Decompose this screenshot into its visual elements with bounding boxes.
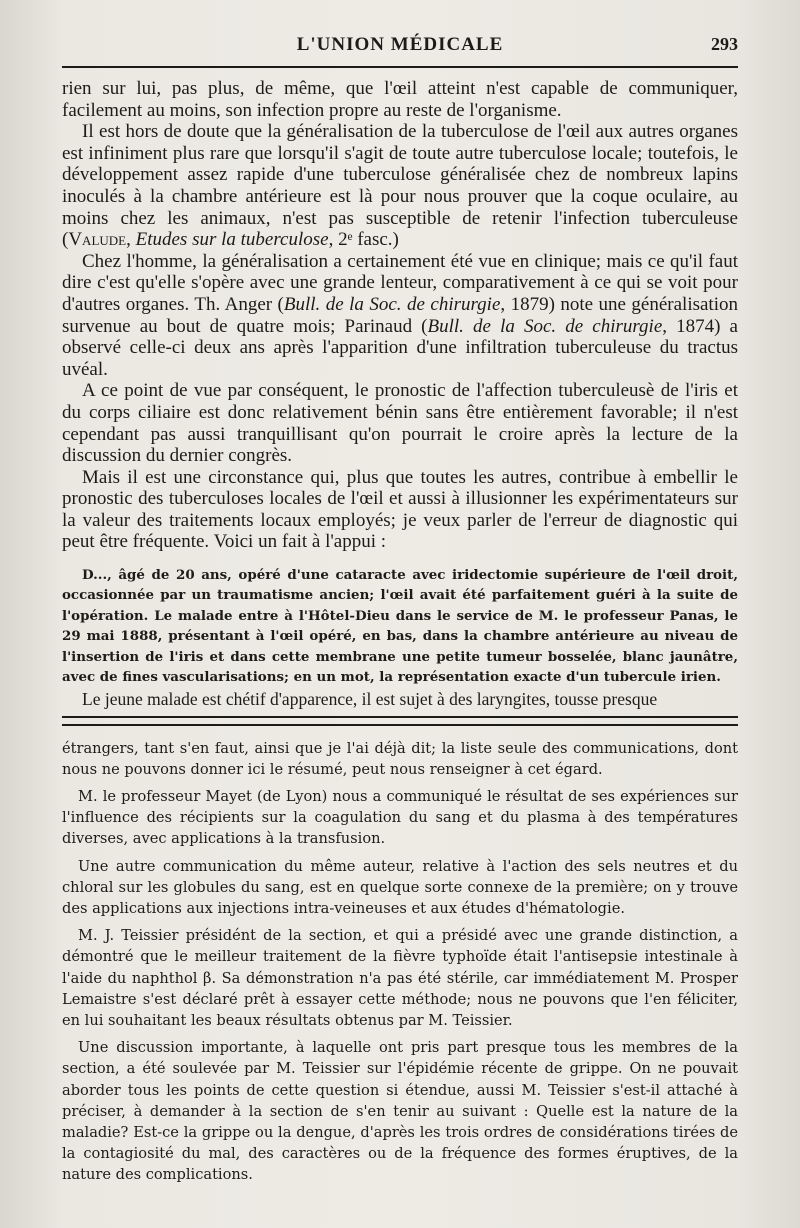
paragraph-circumstance: Mais il est une circonstance qui, plus que toutes les autres, contribue à embellir le pronostic des tuberculoses locales de l'œil et aussi à illusionner les expérimentateurs sur la valeur des traitements locaux employés; je veux parler de l'erreur de diagnostic qui peut être fréquente. Voici un fait à l'appui : <box>62 466 738 553</box>
page-number: 293 <box>711 34 738 54</box>
paragraph-text: , 1874) a observé celle-ci deux ans après l'apparition d'une infiltration tuberculeuse du tractus uvéal. <box>62 315 738 380</box>
congress-paragraph: Une discussion importante, à laquelle ont pris part presque tous les membres de la section, a été soulevée par M. Teissier sur l'épidémie récente de grippe. On ne pouvait aborder tous les points de cette question si étendue, aussi M. Teissier s'est-il attaché à préciser, à demander à la section de s'en tenir au suivant : Quelle est la nature de la maladie? Est-ce la grippe ou la dengue, d'après les trois ordres de considérations tirées de la contagiosité du mal, des caractères ou de la fréquence des formes éruptives, de la nature des complications. <box>62 1039 738 1184</box>
congress-paragraph: M. J. Teissier présidént de la section, et qui a présidé avec une grande distinction, a démontré que le meilleur traitement de la fièvre typhoïde était l'antisepsie intestinale à l'aide du naphthol β. Sa démonstration n'a pas été stérile, car immédiatement M. Prosper Lemaistre s'est déclaré prêt à essayer cette méthode; nous ne pouvons que l'en féliciter, en lui souhaitant les beaux résultats obtenus par M. Teissier. <box>62 927 738 1029</box>
author-citation: Valude <box>68 229 127 251</box>
section-divider <box>62 716 738 726</box>
work-title: Etudes sur la tuberculose <box>135 229 329 251</box>
citation-separator: , <box>126 229 136 251</box>
paragraph-continuation: rien sur lui, pas plus, de même, que l'œil atteint n'est capable de communiquer, facilement au moins, son infection propre au reste de l'organisme. <box>62 78 738 121</box>
running-header <box>62 30 738 60</box>
paragraph-generalisation <box>62 121 738 251</box>
paragraph-text: Il est hors de doute que la généralisation de la tuberculose de l'œil aux autres organes est infiniment plus rare que lorsqu'il s'agit de toute autre tuberculose locale; toutefois, le développement assez rapide d'une tuberculose généralisée chez de nombreux lapins inoculés à la chambre antérieure est là pour nous prouver que la coque oculaire, au moins chez les animaux, n'est pas susceptible de retenir l'infection tuberculeuse ( <box>62 121 738 251</box>
case-report-text: D..., âgé de 20 ans, opéré d'une cataracte avec iridectomie supérieure de l'œil droit, occasionnée par un traumatisme ancien; l'œil avait été parfaitement guéri à la suite de l'opération. Le malade entre à l'Hôtel-Dieu dans le service de M. le professeur Panas, le 29 mai 1888, présentant à l'œil opéré, en bas, dans la chambre antérieure au niveau de l'insertion de l'iris et dans cette membrane une petite tumeur bosselée, blanc jaunâtre, avec de fines vascularisations; en un mot, la représentation exacte d'un tubercule irien. <box>62 567 738 686</box>
citation-end: , 2ᵉ fasc.) <box>328 229 399 251</box>
journal-reference: Bull. de la Soc. de chirurgie <box>283 293 501 315</box>
congress-report <box>62 738 738 1186</box>
paragraph-prognosis: A ce point de vue par conséquent, le pronostic de l'affection tuberculeusè de l'iris et du corps ciliaire est donc relativement bénin sans être entièrement favorable; il n'est cependant pas aussi tranquillisant qu'on pourrait le croire après la lecture de la discussion du dernier congrès. <box>62 380 738 467</box>
congress-paragraph: étrangers, tant s'en faut, ainsi que je l'ai déjà dit; la liste seule des communications, dont nous ne pouvons donner ici le résumé, peut nous renseigner à cet égard. <box>62 739 738 778</box>
journal-reference: Bull. de la Soc. de chirurgie <box>427 315 663 337</box>
paragraph-clinical <box>62 251 738 381</box>
paragraph-text: Chez l'homme, la généralisation a certainement été vue en clinique; mais ce qu'il faut dire c'est qu'elle s'opère avec une grande lenteur, comparativement à ce qui se voit pour d'autres organes. Th. Anger ( <box>62 250 738 315</box>
congress-paragraph: Une autre communication du même auteur, relative à l'action des sels neutres et du chloral sur les globules du sang, est en quelque sorte connexe de la première; on y trouve des applications aux injections intra-veineuses et aux études d'hématologie. <box>62 857 738 917</box>
main-article-text <box>62 78 738 553</box>
congress-paragraph: M. le professeur Mayet (de Lyon) nous a communiqué le résultat de ses expériences sur l'influence des récipients sur la coagulation du sang et du plasma à des températures diverses, avec applications à la transfusion. <box>62 787 738 848</box>
header-rule <box>62 66 738 68</box>
case-report-continuation: Le jeune malade est chétif d'apparence, il est sujet à des laryngites, tousse presque <box>82 688 658 709</box>
journal-title: L'UNION MÉDICALE <box>296 34 504 55</box>
case-report <box>62 565 738 687</box>
paragraph-text: , 1879) note une généralisation survenue au bout de quatre mois; Parinaud ( <box>62 293 738 337</box>
